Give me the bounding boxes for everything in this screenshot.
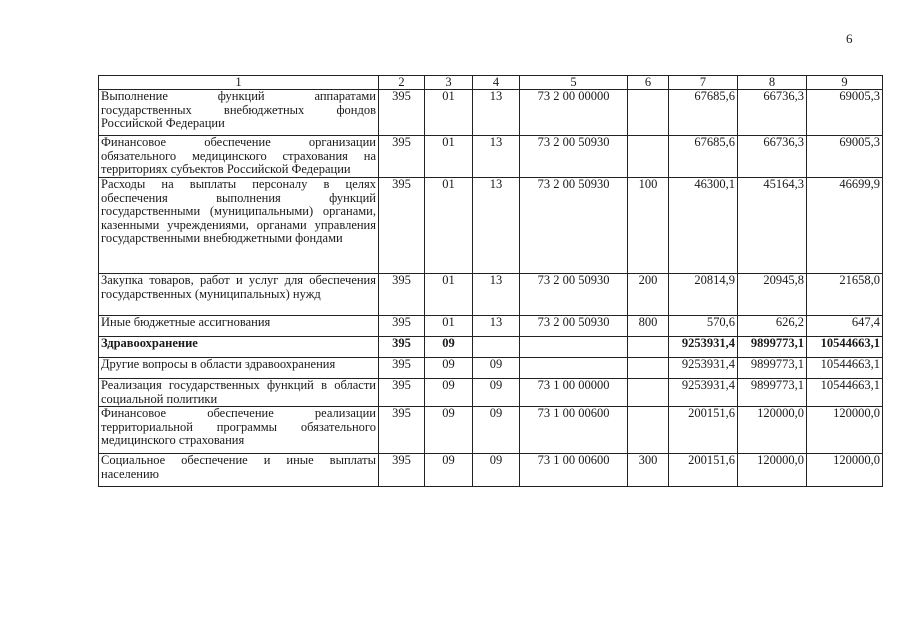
amount-year3-cell: 46699,9 (807, 178, 883, 274)
amount-year2-cell: 66736,3 (738, 90, 807, 136)
section-code-cell: 09 (425, 379, 473, 407)
subsection-code-cell: 09 (473, 379, 520, 407)
row-name-cell: Иные бюджетные ассигнования (99, 316, 379, 337)
expense-type-cell (628, 90, 669, 136)
amount-year3-cell: 10544663,1 (807, 358, 883, 379)
section-code-cell: 09 (425, 407, 473, 454)
amount-year1-cell: 67685,6 (669, 136, 738, 178)
subsection-code-cell (473, 337, 520, 358)
amount-year2-cell: 9899773,1 (738, 358, 807, 379)
section-code-cell: 01 (425, 178, 473, 274)
expense-type-cell (628, 136, 669, 178)
table-row (99, 136, 883, 178)
section-code-cell: 01 (425, 90, 473, 136)
row-name-cell: Расходы на выплаты персоналу в целях обеспечения выполнения функций государственными (муниципальными) органами, казенными учреждениями, органами управления государственными внебюджетными фондами (99, 178, 379, 274)
header-cell: 8 (738, 76, 807, 90)
row-name-cell: Финансовое обеспечение организации обязательного медицинского страхования на территориях субъектов Российской Федерации (99, 136, 379, 178)
amount-year1-cell: 46300,1 (669, 178, 738, 274)
table-row (99, 274, 883, 316)
amount-year1-cell: 9253931,4 (669, 379, 738, 407)
amount-year1-cell: 570,6 (669, 316, 738, 337)
table-row (99, 90, 883, 136)
target-article-cell: 73 2 00 00000 (520, 90, 628, 136)
target-article-cell: 73 2 00 50930 (520, 316, 628, 337)
header-cell: 3 (425, 76, 473, 90)
target-article-cell: 73 1 00 00600 (520, 454, 628, 487)
header-cell: 1 (99, 76, 379, 90)
amount-year2-cell: 9899773,1 (738, 379, 807, 407)
expense-type-cell: 100 (628, 178, 669, 274)
amount-year3-cell: 647,4 (807, 316, 883, 337)
amount-year1-cell: 67685,6 (669, 90, 738, 136)
subsection-code-cell: 13 (473, 136, 520, 178)
table-row (99, 178, 883, 274)
subsection-code-cell: 09 (473, 454, 520, 487)
amount-year2-cell: 66736,3 (738, 136, 807, 178)
amount-year3-cell: 120000,0 (807, 407, 883, 454)
row-name-cell: Здравоохранение (99, 337, 379, 358)
amount-year3-cell: 10544663,1 (807, 337, 883, 358)
row-name-cell: Выполнение функций аппаратами государственных внебюджетных фондов Российской Федерации (99, 90, 379, 136)
amount-year2-cell: 626,2 (738, 316, 807, 337)
subsection-code-cell: 13 (473, 274, 520, 316)
section-code-cell: 01 (425, 274, 473, 316)
subsection-code-cell: 09 (473, 407, 520, 454)
header-cell: 5 (520, 76, 628, 90)
subsection-code-cell: 09 (473, 358, 520, 379)
amount-year2-cell: 45164,3 (738, 178, 807, 274)
amount-year1-cell: 200151,6 (669, 407, 738, 454)
amount-year3-cell: 21658,0 (807, 274, 883, 316)
target-article-cell: 73 1 00 00000 (520, 379, 628, 407)
amount-year3-cell: 10544663,1 (807, 379, 883, 407)
amount-year2-cell: 120000,0 (738, 407, 807, 454)
amount-year3-cell: 69005,3 (807, 136, 883, 178)
table-row (99, 358, 883, 379)
subsection-code-cell: 13 (473, 90, 520, 136)
row-name-cell: Другие вопросы в области здравоохранения (99, 358, 379, 379)
header-cell: 9 (807, 76, 883, 90)
expense-type-cell (628, 358, 669, 379)
target-article-cell: 73 2 00 50930 (520, 178, 628, 274)
budget-table (98, 75, 883, 487)
chapter-code-cell: 395 (379, 136, 425, 178)
page-number: 6 (846, 31, 853, 46)
table-row (99, 454, 883, 487)
header-cell: 7 (669, 76, 738, 90)
target-article-cell: 73 1 00 00600 (520, 407, 628, 454)
chapter-code-cell: 395 (379, 407, 425, 454)
amount-year1-cell: 20814,9 (669, 274, 738, 316)
table-row (99, 337, 883, 358)
subsection-code-cell: 13 (473, 316, 520, 337)
table-row (99, 407, 883, 454)
row-name-cell: Закупка товаров, работ и услуг для обеспечения государственных (муниципальных) нужд (99, 274, 379, 316)
section-code-cell: 01 (425, 316, 473, 337)
expense-type-cell: 300 (628, 454, 669, 487)
row-name-cell: Финансовое обеспечение реализации территориальной программы обязательного медицинского страхования (99, 407, 379, 454)
section-code-cell: 01 (425, 136, 473, 178)
amount-year1-cell: 9253931,4 (669, 358, 738, 379)
chapter-code-cell: 395 (379, 358, 425, 379)
row-name-cell: Реализация государственных функций в области социальной политики (99, 379, 379, 407)
amount-year1-cell: 200151,6 (669, 454, 738, 487)
chapter-code-cell: 395 (379, 274, 425, 316)
chapter-code-cell: 395 (379, 316, 425, 337)
expense-type-cell (628, 407, 669, 454)
amount-year2-cell: 9899773,1 (738, 337, 807, 358)
amount-year3-cell: 120000,0 (807, 454, 883, 487)
subsection-code-cell: 13 (473, 178, 520, 274)
chapter-code-cell: 395 (379, 379, 425, 407)
header-cell: 6 (628, 76, 669, 90)
expense-type-cell: 800 (628, 316, 669, 337)
expense-type-cell (628, 337, 669, 358)
expense-type-cell: 200 (628, 274, 669, 316)
target-article-cell (520, 358, 628, 379)
table-row (99, 379, 883, 407)
amount-year2-cell: 120000,0 (738, 454, 807, 487)
header-cell: 2 (379, 76, 425, 90)
table-row (99, 316, 883, 337)
section-code-cell: 09 (425, 337, 473, 358)
target-article-cell (520, 337, 628, 358)
amount-year2-cell: 20945,8 (738, 274, 807, 316)
chapter-code-cell: 395 (379, 337, 425, 358)
chapter-code-cell: 395 (379, 90, 425, 136)
amount-year3-cell: 69005,3 (807, 90, 883, 136)
section-code-cell: 09 (425, 454, 473, 487)
expense-type-cell (628, 379, 669, 407)
table-header-row (99, 76, 883, 90)
target-article-cell: 73 2 00 50930 (520, 274, 628, 316)
header-cell: 4 (473, 76, 520, 90)
target-article-cell: 73 2 00 50930 (520, 136, 628, 178)
chapter-code-cell: 395 (379, 454, 425, 487)
amount-year1-cell: 9253931,4 (669, 337, 738, 358)
section-code-cell: 09 (425, 358, 473, 379)
chapter-code-cell: 395 (379, 178, 425, 274)
row-name-cell: Социальное обеспечение и иные выплаты населению (99, 454, 379, 487)
